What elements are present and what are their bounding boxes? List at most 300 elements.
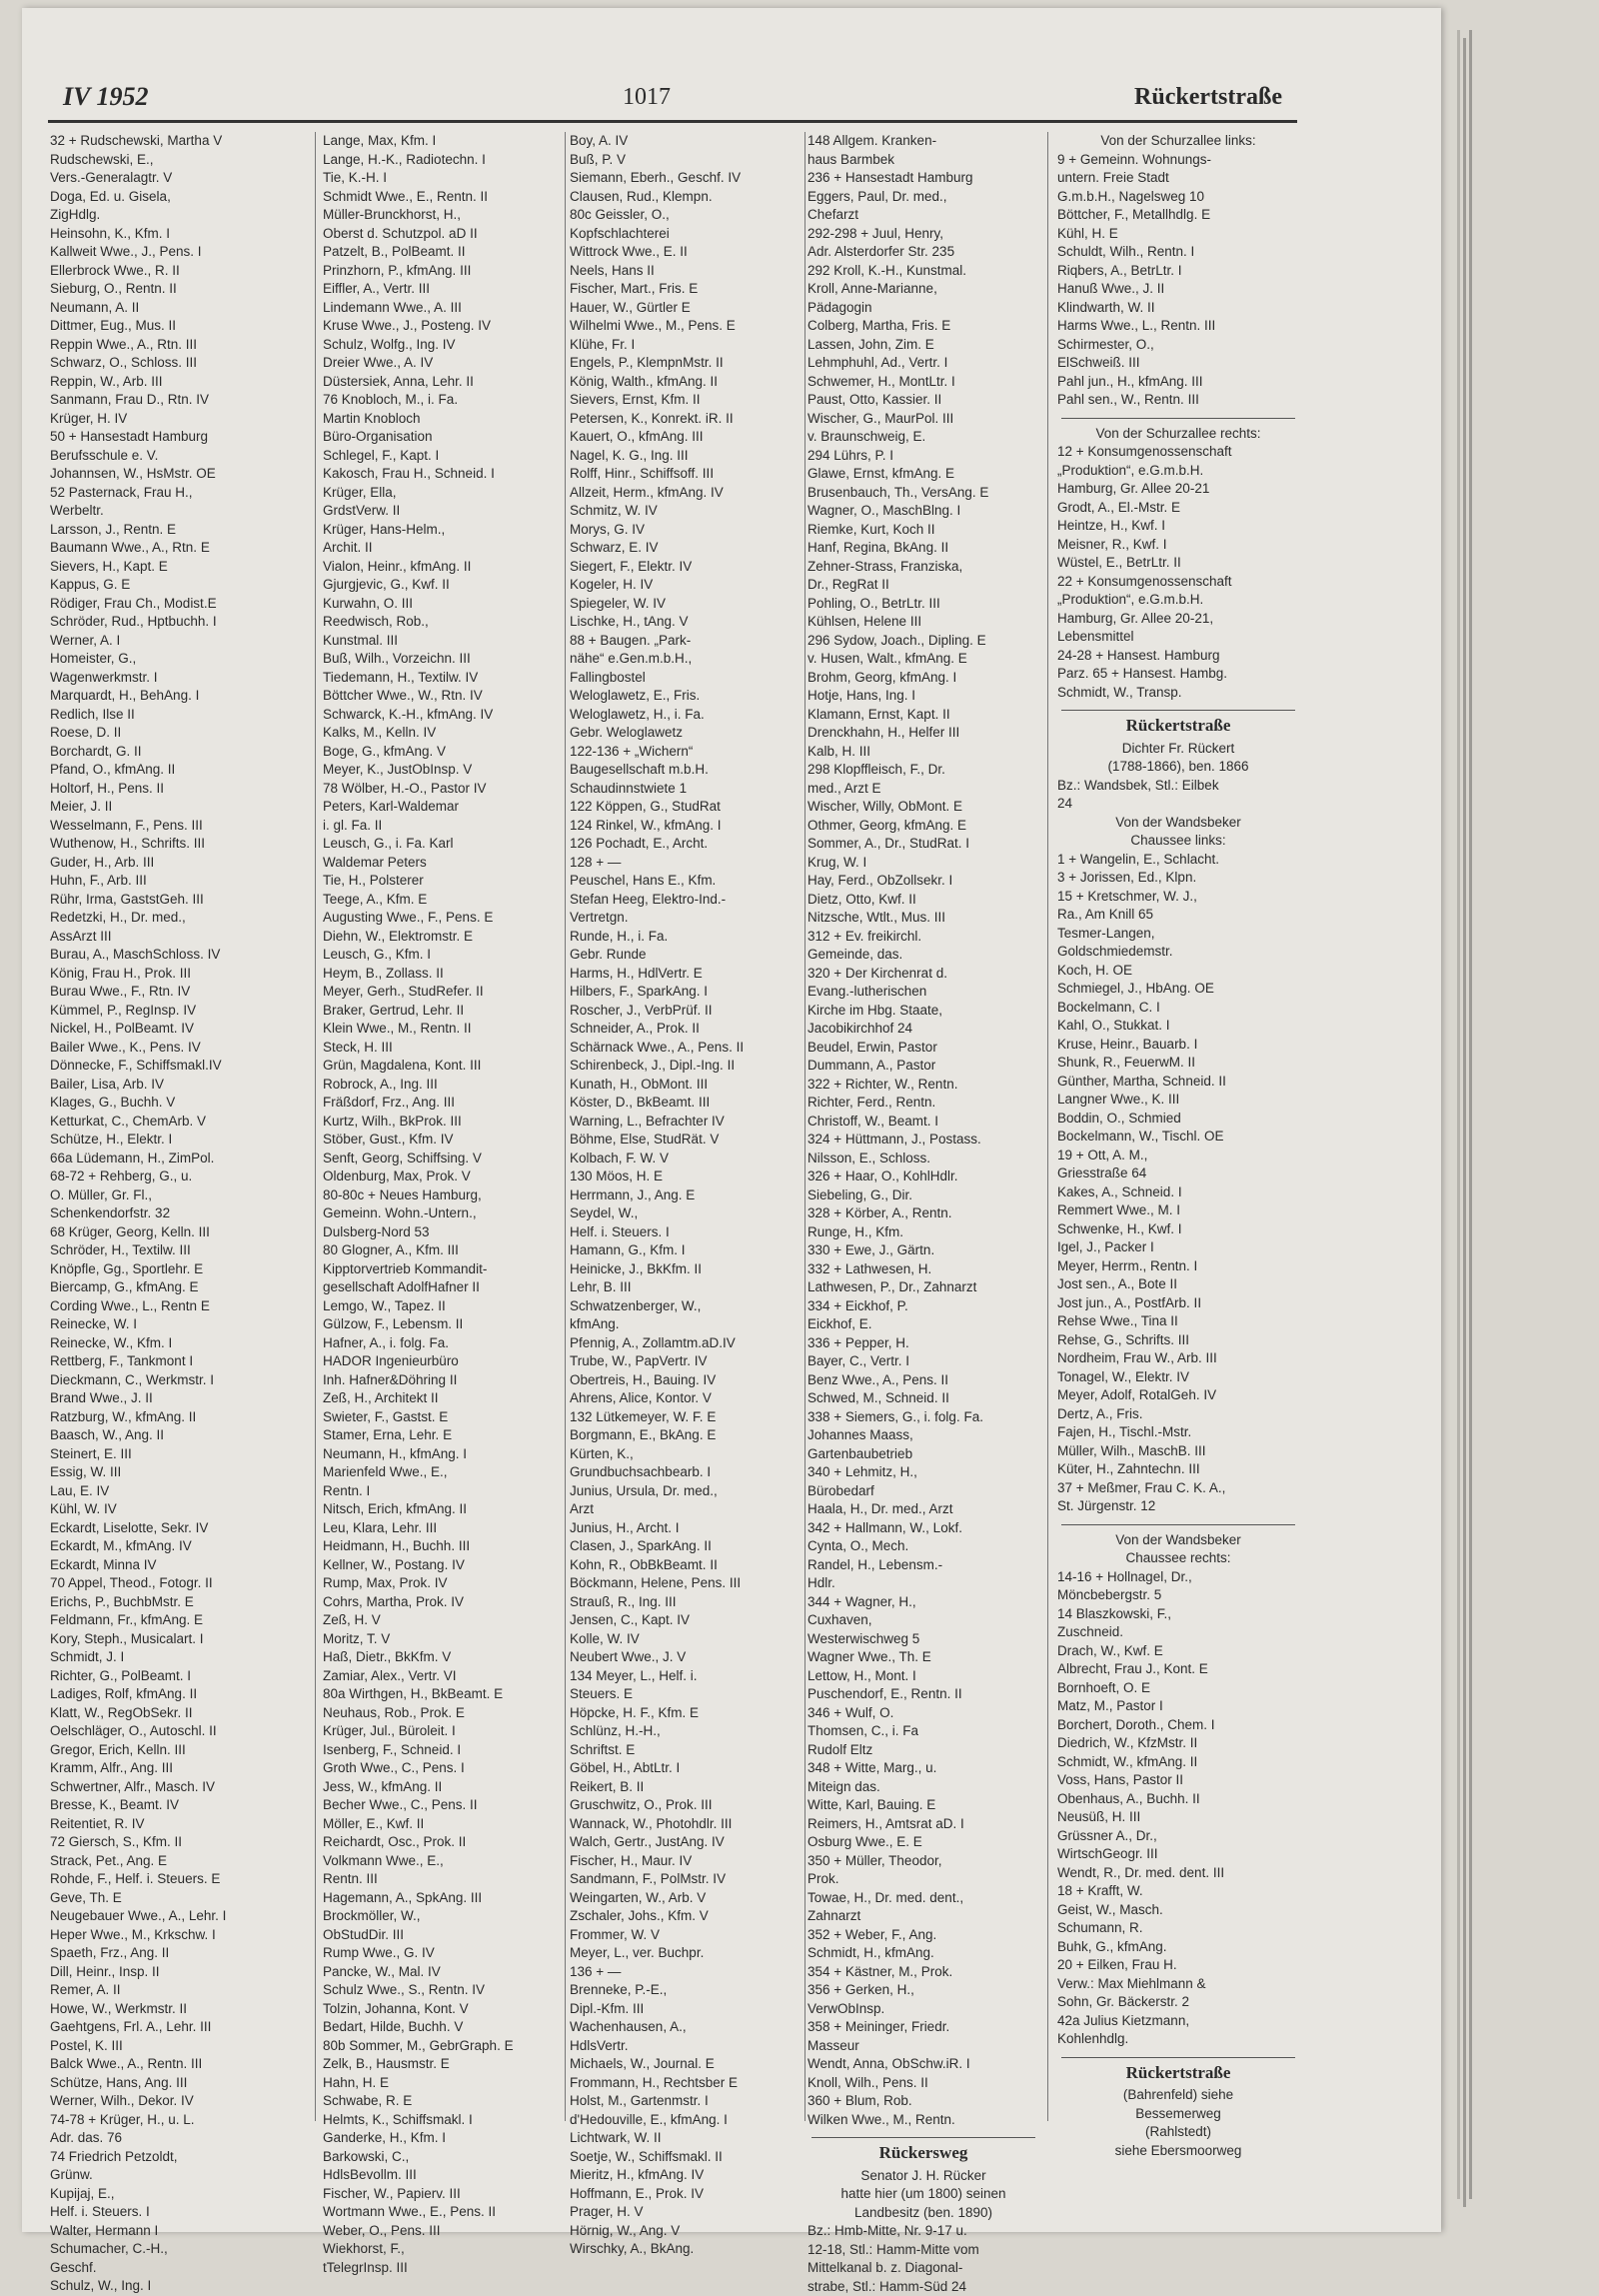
- directory-entry: 80c Geissler, O.,: [570, 206, 801, 225]
- directory-entry: Kruse Wwe., J., Posteng. IV: [323, 317, 563, 336]
- directory-entry: Huhn, F., Arb. III: [50, 872, 302, 891]
- directory-entry: Bessemerweg: [1057, 2105, 1299, 2124]
- directory-entry: Sievers, Ernst, Kfm. II: [570, 391, 801, 410]
- directory-entry: Eickhof, E.: [807, 1315, 1039, 1334]
- directory-entry: Siemann, Eberh., Geschf. IV: [570, 169, 801, 188]
- directory-entry: Hahn, H. E: [323, 2074, 563, 2093]
- directory-entry: Lehr, B. III: [570, 1278, 801, 1297]
- directory-entry: Herrmann, J., Ang. E: [570, 1186, 801, 1205]
- directory-entry: Oberst d. Schutzpol. aD II: [323, 225, 563, 244]
- directory-entry: Bz.: Hmb-Mitte, Nr. 9-17 u.: [807, 2222, 1039, 2241]
- directory-entry: Klühe, Fr. I: [570, 336, 801, 355]
- directory-entry: Gartenbaubetrieb: [807, 1445, 1039, 1464]
- directory-entry: Stöber, Gust., Kfm. IV: [323, 1131, 563, 1149]
- directory-entry: (Bahrenfeld) siehe: [1057, 2086, 1299, 2105]
- directory-entry: Haala, H., Dr. med., Arzt: [807, 1500, 1039, 1519]
- directory-entry: Rump, Max, Prok. IV: [323, 1574, 563, 1593]
- directory-entry: Meisner, R., Kwf. I: [1057, 536, 1299, 555]
- directory-entry: Dertz, A., Fris.: [1057, 1405, 1299, 1424]
- directory-entry: Schmidt, W., Transp.: [1057, 684, 1299, 703]
- directory-entry: Grün, Magdalena, Kont. III: [323, 1057, 563, 1076]
- page-number: 1017: [623, 84, 671, 111]
- directory-entry: Morys, G. IV: [570, 521, 801, 540]
- directory-entry: Dönnecke, F., Schiffsmakl.IV: [50, 1057, 302, 1076]
- directory-entry: Tie, K.-H. I: [323, 169, 563, 188]
- directory-entry: Lichtwark, W. II: [570, 2129, 801, 2148]
- directory-entry: 9 + Gemeinn. Wohnungs-: [1057, 151, 1299, 170]
- directory-entry: Walch, Gertr., JustAng. IV: [570, 1833, 801, 1852]
- directory-entry: Steuers. E: [570, 1685, 801, 1704]
- directory-entry: 134 Meyer, L., Helf. i.: [570, 1667, 801, 1686]
- directory-entry: Grünw.: [50, 2166, 302, 2185]
- directory-entry: Kirche im Hbg. Staate,: [807, 1002, 1039, 1021]
- directory-entry: Heinsohn, K., Kfm. I: [50, 225, 302, 244]
- directory-entry: Rehse Wwe., Tina II: [1057, 1312, 1299, 1331]
- directory-entry: Wüstel, E., BetrLtr. II: [1057, 554, 1299, 573]
- directory-entry: Klamann, Ernst, Kapt. II: [807, 706, 1039, 725]
- directory-entry: Fischer, H., Maur. IV: [570, 1852, 801, 1871]
- directory-entry: Geschf.: [50, 2259, 302, 2278]
- directory-entry: Sanmann, Frau D., Rtn. IV: [50, 391, 302, 410]
- directory-entry: Fischer, W., Papierv. III: [323, 2185, 563, 2204]
- directory-entry: Neels, Hans II: [570, 262, 801, 281]
- directory-entry: Werner, A. I: [50, 632, 302, 651]
- directory-entry: Bayer, C., Vertr. I: [807, 1352, 1039, 1371]
- directory-entry: Dreier Wwe., A. IV: [323, 354, 563, 373]
- directory-entry: Hörnig, W., Ang. V: [570, 2222, 801, 2241]
- directory-entry: „Produktion“, e.G.m.b.H.: [1057, 462, 1299, 481]
- directory-entry: 18 + Krafft, W.: [1057, 1882, 1299, 1901]
- directory-entry: Gjurgjevic, G., Kwf. II: [323, 576, 563, 595]
- directory-entry: Böhme, Else, StudRät. V: [570, 1131, 801, 1149]
- directory-entry: Glawe, Ernst, kfmAng. E: [807, 465, 1039, 484]
- directory-entry: Lebensmittel: [1057, 628, 1299, 647]
- directory-entry: 70 Appel, Theod., Fotogr. II: [50, 1574, 302, 1593]
- directory-entry: Jost jun., A., PostfArb. II: [1057, 1294, 1299, 1313]
- directory-entry: Leusch, G., i. Fa. Karl: [323, 835, 563, 854]
- directory-entry: Kupijaj, E.,: [50, 2185, 302, 2204]
- directory-entry: Kolbach, F. W. V: [570, 1149, 801, 1168]
- directory-entry: Neusüß, H. III: [1057, 1808, 1299, 1827]
- directory-entry: Wesselmann, F., Pens. III: [50, 817, 302, 836]
- directory-entry: Kümmel, P., RegInsp. IV: [50, 1002, 302, 1021]
- directory-entry: Neugebauer Wwe., A., Lehr. I: [50, 1907, 302, 1926]
- directory-entry: Mittelkanal b. z. Diagonal-: [807, 2259, 1039, 2278]
- directory-entry: 32 + Rudschewski, Martha V: [50, 132, 302, 151]
- directory-entry: Werner, Wilh., Dekor. IV: [50, 2092, 302, 2111]
- directory-entry: Mieritz, H., kfmAng. IV: [570, 2166, 801, 2185]
- directory-entry: Clasen, J., SparkAng. II: [570, 1537, 801, 1556]
- directory-entry: Neubert Wwe., J. V: [570, 1648, 801, 1667]
- directory-entry: Höpcke, H. F., Kfm. E: [570, 1704, 801, 1723]
- directory-entry: Dichter Fr. Rückert: [1057, 740, 1299, 759]
- directory-entry: Junius, H., Archt. I: [570, 1519, 801, 1538]
- directory-entry: Fischer, Mart., Fris. E: [570, 280, 801, 299]
- directory-entry: Reedwisch, Rob.,: [323, 613, 563, 632]
- directory-entry: Schwed, M., Schneid. II: [807, 1389, 1039, 1408]
- directory-entry: Dill, Heinr., Insp. II: [50, 1963, 302, 1982]
- directory-entry: 324 + Hüttmann, J., Postass.: [807, 1131, 1039, 1149]
- directory-entry: Kalb, H. III: [807, 743, 1039, 762]
- column-4: [807, 132, 1039, 2151]
- directory-entry: Schwabe, R. E: [323, 2092, 563, 2111]
- directory-entry: Gebr. Runde: [570, 946, 801, 965]
- directory-entry: Siebeling, G., Dir.: [807, 1186, 1039, 1205]
- directory-entry: Kory, Steph., Musicalart. I: [50, 1630, 302, 1649]
- directory-entry: 358 + Meininger, Friedr.: [807, 2018, 1039, 2037]
- directory-entry: Pädagogin: [807, 299, 1039, 318]
- directory-entry: Schwarz, E. IV: [570, 539, 801, 558]
- directory-entry: Baasch, W., Ang. II: [50, 1426, 302, 1445]
- directory-entry: Buhk, G., kfmAng.: [1057, 1938, 1299, 1957]
- directory-entry: Schwenke, H., Kwf. I: [1057, 1220, 1299, 1239]
- directory-entry: 80a Wirthgen, H., BkBeamt. E: [323, 1685, 563, 1704]
- directory-entry: Ladiges, Rolf, kfmAng. II: [50, 1685, 302, 1704]
- directory-entry: 24: [1057, 795, 1299, 814]
- directory-entry: Kogeler, H. IV: [570, 576, 801, 595]
- section-divider: [1061, 2057, 1295, 2058]
- directory-entry: Nilsson, E., Schloss.: [807, 1149, 1039, 1168]
- directory-entry: Kohn, R., ObBkBeamt. II: [570, 1556, 801, 1575]
- directory-entry: (Rahlstedt): [1057, 2123, 1299, 2142]
- directory-entry: 340 + Lehmitz, H.,: [807, 1463, 1039, 1482]
- directory-entry: Böttcher Wwe., W., Rtn. IV: [323, 687, 563, 706]
- directory-entry: 80-80c + Neues Hamburg,: [323, 1186, 563, 1205]
- directory-entry: 128 + —: [570, 854, 801, 873]
- directory-entry: Schumann, R.: [1057, 1919, 1299, 1938]
- directory-entry: Bailer Wwe., K., Pens. IV: [50, 1039, 302, 1058]
- directory-entry: Lassen, John, Zim. E: [807, 336, 1039, 355]
- directory-entry: Zeß, H. V: [323, 1611, 563, 1630]
- directory-entry: Boge, G., kfmAng. V: [323, 743, 563, 762]
- directory-entry: Swieter, F., Gastst. E: [323, 1408, 563, 1427]
- directory-entry: 338 + Siemers, G., i. folg. Fa.: [807, 1408, 1039, 1427]
- directory-entry: Wischer, G., MaurPol. III: [807, 410, 1039, 429]
- directory-entry: Weingarten, W., Arb. V: [570, 1889, 801, 1908]
- directory-entry: Wirschky, A., BkAng.: [570, 2240, 801, 2259]
- directory-entry: Michaels, W., Journal. E: [570, 2055, 801, 2074]
- directory-entry: gesellschaft AdolfHafner II: [323, 1278, 563, 1297]
- directory-entry: Tesmer-Langen,: [1057, 925, 1299, 944]
- directory-entry: Meyer, Gerh., StudRefer. II: [323, 983, 563, 1002]
- directory-entry: Diedrich, W., KfzMstr. II: [1057, 1734, 1299, 1753]
- directory-entry: Roese, D. II: [50, 724, 302, 743]
- directory-entry: i. gl. Fa. II: [323, 817, 563, 836]
- directory-entry: VerwObInsp.: [807, 2000, 1039, 2019]
- directory-entry: Sommer, A., Dr., StudRat. I: [807, 835, 1039, 854]
- directory-entry: Wendt, Anna, ObSchw.iR. I: [807, 2055, 1039, 2074]
- directory-entry: Boddin, O., Schmied: [1057, 1110, 1299, 1129]
- directory-entry: Richter, G., PolBeamt. I: [50, 1667, 302, 1686]
- directory-entry: Bz.: Wandsbek, Stl.: Eilbek: [1057, 777, 1299, 796]
- directory-entry: Lau, E. IV: [50, 1482, 302, 1501]
- directory-entry: 76 Knobloch, M., i. Fa.: [323, 391, 563, 410]
- directory-entry: GrdstVerw. II: [323, 502, 563, 521]
- street-section-heading: Rückertstraße: [1057, 2064, 1299, 2083]
- directory-entry: Fallingbostel: [570, 669, 801, 688]
- directory-entry: Kauert, O., kfmAng. III: [570, 428, 801, 447]
- page-edge: [1463, 38, 1466, 2207]
- directory-entry: Wittrock Wwe., E. II: [570, 243, 801, 262]
- directory-entry: Rentn. III: [323, 1870, 563, 1889]
- directory-entry: Waldemar Peters: [323, 854, 563, 873]
- header-rule: [48, 120, 1297, 123]
- directory-entry: Steck, H. III: [323, 1039, 563, 1058]
- directory-entry: Zahnarzt: [807, 1907, 1039, 1926]
- directory-entry: 88 + Baugen. „Park-: [570, 632, 801, 651]
- directory-entry: Peters, Karl-Waldemar: [323, 798, 563, 817]
- directory-entry: 52 Pasternack, Frau H.,: [50, 484, 302, 503]
- directory-entry: Marienfeld Wwe., E.,: [323, 1463, 563, 1482]
- directory-entry: Gebr. Weloglawetz: [570, 724, 801, 743]
- directory-entry: Fräßdorf, Frz., Ang. III: [323, 1094, 563, 1113]
- directory-entry: Sievers, H., Kapt. E: [50, 558, 302, 577]
- page-edge: [1457, 30, 1460, 2199]
- directory-entry: O. Müller, Gr. Fl.,: [50, 1186, 302, 1205]
- directory-entry: Reikert, B. II: [570, 1778, 801, 1797]
- directory-entry: Zeß, H., Architekt II: [323, 1389, 563, 1408]
- directory-entry: Balck Wwe., A., Rentn. III: [50, 2055, 302, 2074]
- directory-entry: Rudolf Eltz: [807, 1741, 1039, 1760]
- directory-entry: Griesstraße 64: [1057, 1164, 1299, 1183]
- directory-entry: Böckmann, Helene, Pens. III: [570, 1574, 801, 1593]
- directory-entry: Siegert, F., Elektr. IV: [570, 558, 801, 577]
- directory-entry: Brusenbauch, Th., VersAng. E: [807, 484, 1039, 503]
- directory-entry: Wuthenow, H., Schrifts. III: [50, 835, 302, 854]
- directory-entry: Reppin Wwe., A., Rtn. III: [50, 336, 302, 355]
- directory-entry: Burau, A., MaschSchloss. IV: [50, 946, 302, 965]
- directory-entry: 80 Glogner, A., Kfm. III: [323, 1241, 563, 1260]
- street-heading: Rückertstraße: [1134, 84, 1282, 111]
- directory-entry: Ra., Am Knill 65: [1057, 906, 1299, 925]
- directory-entry: Schriftst. E: [570, 1741, 801, 1760]
- directory-entry: Fajen, H., Tischl.-Mstr.: [1057, 1423, 1299, 1442]
- directory-entry: 326 + Haar, O., KohlHdlr.: [807, 1167, 1039, 1186]
- directory-entry: Eckardt, Minna IV: [50, 1556, 302, 1575]
- directory-entry: Schneider, A., Prok. II: [570, 1020, 801, 1039]
- directory-entry: Feldmann, Fr., kfmAng. E: [50, 1611, 302, 1630]
- directory-entry: Krüger, H. IV: [50, 410, 302, 429]
- directory-entry: Wachenhausen, A.,: [570, 2018, 801, 2037]
- directory-entry: untern. Freie Stadt: [1057, 169, 1299, 188]
- directory-entry: Borchert, Doroth., Chem. I: [1057, 1716, 1299, 1735]
- directory-entry: Klein Wwe., M., Rentn. II: [323, 1020, 563, 1039]
- directory-entry: Pfand, O., kfmAng. II: [50, 761, 302, 780]
- directory-entry: Lange, H.-K., Radiotechn. I: [323, 151, 563, 170]
- directory-entry: 126 Pochadt, E., Archt.: [570, 835, 801, 854]
- directory-entry: 312 + Ev. freikirchl.: [807, 928, 1039, 947]
- column-3: [570, 132, 801, 2151]
- directory-entry: Knöpfle, Gg., Sportlehr. E: [50, 1260, 302, 1279]
- directory-entry: Petersen, K., Konrekt. iR. II: [570, 410, 801, 429]
- directory-entry: ObStudDir. III: [323, 1926, 563, 1945]
- directory-entry: 22 + Konsumgenossenschaft: [1057, 573, 1299, 592]
- directory-entry: Wendt, R., Dr. med. dent. III: [1057, 1864, 1299, 1883]
- directory-entry: Dulsberg-Nord 53: [323, 1223, 563, 1242]
- directory-entry: Evang.-lutherischen: [807, 983, 1039, 1002]
- directory-entry: Nickel, H., PolBeamt. IV: [50, 1020, 302, 1039]
- directory-entry: Eckardt, M., kfmAng. IV: [50, 1537, 302, 1556]
- directory-entry: Günther, Martha, Schneid. II: [1057, 1073, 1299, 1092]
- directory-entry: Schlegel, F., Kapt. I: [323, 447, 563, 466]
- directory-entry: Bresse, K., Beamt. IV: [50, 1796, 302, 1815]
- directory-entry: Oelschläger, O., Autoschl. II: [50, 1722, 302, 1741]
- directory-entry: Goldschmiedemstr.: [1057, 943, 1299, 962]
- directory-entry: Schütze, Hans, Ang. III: [50, 2074, 302, 2093]
- directory-entry: Müller-Brunckhorst, H.,: [323, 206, 563, 225]
- directory-entry: Parz. 65 + Hansest. Hambg.: [1057, 665, 1299, 684]
- directory-entry: Schulz, W., Ing. I: [50, 2277, 302, 2296]
- directory-entry: Moritz, T. V: [323, 1630, 563, 1649]
- section-divider: [1061, 1524, 1295, 1525]
- directory-entry: Peuschel, Hans E., Kfm.: [570, 872, 801, 891]
- directory-entry: Warning, L., Befrachter IV: [570, 1113, 801, 1132]
- directory-entry: Wiekhorst, F.,: [323, 2240, 563, 2259]
- directory-entry: Holst, M., Gartenmstr. I: [570, 2092, 801, 2111]
- directory-entry: Hamburg, Gr. Allee 20-21: [1057, 480, 1299, 499]
- directory-entry: Kroll, Anne-Marianne,: [807, 280, 1039, 299]
- directory-entry: Obertreis, H., Bauing. IV: [570, 1371, 801, 1390]
- directory-entry: Erichs, P., BuchbMstr. E: [50, 1593, 302, 1612]
- directory-entry: Guder, H., Arb. III: [50, 854, 302, 873]
- directory-entry: Gaehtgens, Frl. A., Lehr. III: [50, 2018, 302, 2037]
- directory-entry: 354 + Kästner, M., Prok.: [807, 1963, 1039, 1982]
- directory-entry: Kappus, G. E: [50, 576, 302, 595]
- directory-entry: 80b Sommer, M., GebrGraph. E: [323, 2037, 563, 2056]
- directory-entry: Dieckmann, C., Werkmstr. I: [50, 1371, 302, 1390]
- directory-entry: Hagemann, A., SpkAng. III: [323, 1889, 563, 1908]
- directory-entry: Schwemer, H., MontLtr. I: [807, 373, 1039, 392]
- directory-entry: Wilken Wwe., M., Rentn.: [807, 2111, 1039, 2130]
- directory-entry: Knoll, Wilh., Pens. II: [807, 2074, 1039, 2093]
- directory-entry: 346 + Wulf, O.: [807, 1704, 1039, 1723]
- directory-entry: Vers.-Generalagtr. V: [50, 169, 302, 188]
- directory-entry: Jacobikirchhof 24: [807, 1020, 1039, 1039]
- directory-entry: 66a Lüdemann, H., ZimPol.: [50, 1149, 302, 1168]
- directory-entry: Braker, Gertrud, Lehr. II: [323, 1002, 563, 1021]
- directory-entry: Reinecke, W. I: [50, 1315, 302, 1334]
- directory-entry: Colberg, Martha, Fris. E: [807, 317, 1039, 336]
- directory-entry: 78 Wölber, H.-O., Pastor IV: [323, 780, 563, 799]
- directory-entry: 360 + Blum, Rob.: [807, 2092, 1039, 2111]
- directory-entry: Borgmann, E., BkAng. E: [570, 1426, 801, 1445]
- directory-entry: 342 + Hallmann, W., Lokf.: [807, 1519, 1039, 1538]
- directory-entry: Schärnack Wwe., A., Pens. II: [570, 1039, 801, 1058]
- directory-entry: Kakosch, Frau H., Schneid. I: [323, 465, 563, 484]
- directory-entry: strabe, Stl.: Hamm-Süd 24: [807, 2278, 1039, 2296]
- directory-entry: Brohm, Georg, kfmAng. I: [807, 669, 1039, 688]
- directory-entry: 74-78 + Krüger, H., u. L.: [50, 2111, 302, 2130]
- directory-entry: 330 + Ewe, J., Gärtn.: [807, 1241, 1039, 1260]
- directory-entry: Pfennig, A., Zollamtm.aD.IV: [570, 1334, 801, 1353]
- directory-entry: Rolff, Hinr., Schiffsoff. III: [570, 465, 801, 484]
- directory-entry: Böttcher, F., Metallhdlg. E: [1057, 206, 1299, 225]
- directory-entry: Remmert Wwe., M. I: [1057, 1201, 1299, 1220]
- directory-entry: Schirenbeck, J., Dipl.-Ing. II: [570, 1057, 801, 1076]
- directory-entry: Cohrs, Martha, Prok. IV: [323, 1593, 563, 1612]
- directory-entry: Chaussee rechts:: [1057, 1549, 1299, 1568]
- directory-entry: Homeister, G.,: [50, 650, 302, 669]
- directory-entry: Krüger, Jul., Büroleit. I: [323, 1722, 563, 1741]
- directory-entry: Kühlsen, Helene III: [807, 613, 1039, 632]
- directory-entry: Wischer, Willy, ObMont. E: [807, 798, 1039, 817]
- directory-entry: 136 + —: [570, 1963, 801, 1982]
- directory-entry: Schuldt, Wilh., Rentn. I: [1057, 243, 1299, 262]
- directory-entry: Krüger, Hans-Helm.,: [323, 521, 563, 540]
- directory-entry: Hdlr.: [807, 1574, 1039, 1593]
- directory-entry: ZigHdlg.: [50, 206, 302, 225]
- directory-entry: 292-298 + Juul, Henry,: [807, 225, 1039, 244]
- directory-entry: Dipl.-Kfm. III: [570, 2000, 801, 2019]
- directory-entry: 322 + Richter, W., Rentn.: [807, 1076, 1039, 1095]
- directory-entry: Jess, W., kfmAng. II: [323, 1778, 563, 1797]
- directory-entry: Kruse, Heinr., Bauarb. I: [1057, 1036, 1299, 1055]
- directory-entry: Bockelmann, W., Tischl. OE: [1057, 1128, 1299, 1147]
- directory-entry: Rump Wwe., G. IV: [323, 1944, 563, 1963]
- directory-entry: Schröder, H., Textilw. III: [50, 1241, 302, 1260]
- directory-entry: Strack, Pet., Ang. E: [50, 1852, 302, 1871]
- directory-entry: Sieburg, O., Rentn. II: [50, 280, 302, 299]
- directory-entry: Strauß, R., Ing. III: [570, 1593, 801, 1612]
- directory-entry: 124 Rinkel, W., kfmAng. I: [570, 817, 801, 836]
- directory-entry: Jost sen., A., Bote II: [1057, 1275, 1299, 1294]
- directory-entry: Kramm, Alfr., Ang. III: [50, 1759, 302, 1778]
- directory-entry: Wagner, O., MaschBlng. I: [807, 502, 1039, 521]
- directory-entry: Puschendorf, E., Rentn. II: [807, 1685, 1039, 1704]
- directory-entry: Seydel, W.,: [570, 1204, 801, 1223]
- directory-entry: Othmer, Georg, kfmAng. E: [807, 817, 1039, 836]
- directory-entry: 148 Allgem. Kranken-: [807, 132, 1039, 151]
- column-divider: [565, 132, 566, 2121]
- directory-entry: Helf. i. Steuers. I: [50, 2203, 302, 2222]
- directory-entry: Lange, Max, Kfm. I: [323, 132, 563, 151]
- directory-entry: Schütze, H., Elektr. I: [50, 1131, 302, 1149]
- directory-entry: Ratzburg, W., kfmAng. II: [50, 1408, 302, 1427]
- directory-entry: Prager, H. V: [570, 2203, 801, 2222]
- directory-entry: Steinert, E. III: [50, 1445, 302, 1464]
- directory-entry: Heintze, H., Kwf. I: [1057, 517, 1299, 536]
- column-5: [1057, 132, 1299, 2151]
- directory-entry: 14-16 + Hollnagel, Dr.,: [1057, 1568, 1299, 1587]
- directory-entry: Tolzin, Johanna, Kont. V: [323, 2000, 563, 2019]
- directory-entry: Lemgo, W., Tapez. II: [323, 1297, 563, 1316]
- directory-entry: Ellerbrock Wwe., R. II: [50, 262, 302, 281]
- directory-entry: Clausen, Rud., Klempn.: [570, 188, 801, 207]
- directory-entry: Reichardt, Osc., Prok. II: [323, 1833, 563, 1852]
- directory-entry: Pahl jun., H., kfmAng. III: [1057, 373, 1299, 392]
- directory-entry: 12-18, Stl.: Hamm-Mitte vom: [807, 2241, 1039, 2260]
- directory-entry: Schmidt, W., kfmAng. II: [1057, 1753, 1299, 1772]
- directory-entry: Boy, A. IV: [570, 132, 801, 151]
- directory-entry: Klages, G., Buchh. V: [50, 1094, 302, 1113]
- directory-entry: Essig, W. III: [50, 1463, 302, 1482]
- directory-entry: Lettow, H., Mont. I: [807, 1667, 1039, 1686]
- directory-entry: Nagel, K. G., Ing. III: [570, 447, 801, 466]
- directory-entry: Klatt, W., RegObSekr. II: [50, 1704, 302, 1723]
- directory-entry: Kakes, A., Schneid. I: [1057, 1183, 1299, 1202]
- directory-entry: 1 + Wangelin, E., Schlacht.: [1057, 851, 1299, 870]
- directory-entry: Pahl sen., W., Rentn. III: [1057, 391, 1299, 410]
- directory-entry: Neumann, A. II: [50, 299, 302, 318]
- directory-entry: Kunath, H., ObMont. III: [570, 1076, 801, 1095]
- directory-entry: Westerwischweg 5: [807, 1630, 1039, 1649]
- directory-entry: Ganderke, H., Kfm. I: [323, 2129, 563, 2148]
- directory-entry: Wannack, W., Photohdlr. III: [570, 1815, 801, 1834]
- street-section-heading: Rückertstraße: [1057, 717, 1299, 736]
- directory-entry: Helf. i. Steuers. I: [570, 1223, 801, 1242]
- directory-entry: Lindemann Wwe., A. III: [323, 299, 563, 318]
- directory-entry: Hafner, A., i. folg. Fa.: [323, 1334, 563, 1353]
